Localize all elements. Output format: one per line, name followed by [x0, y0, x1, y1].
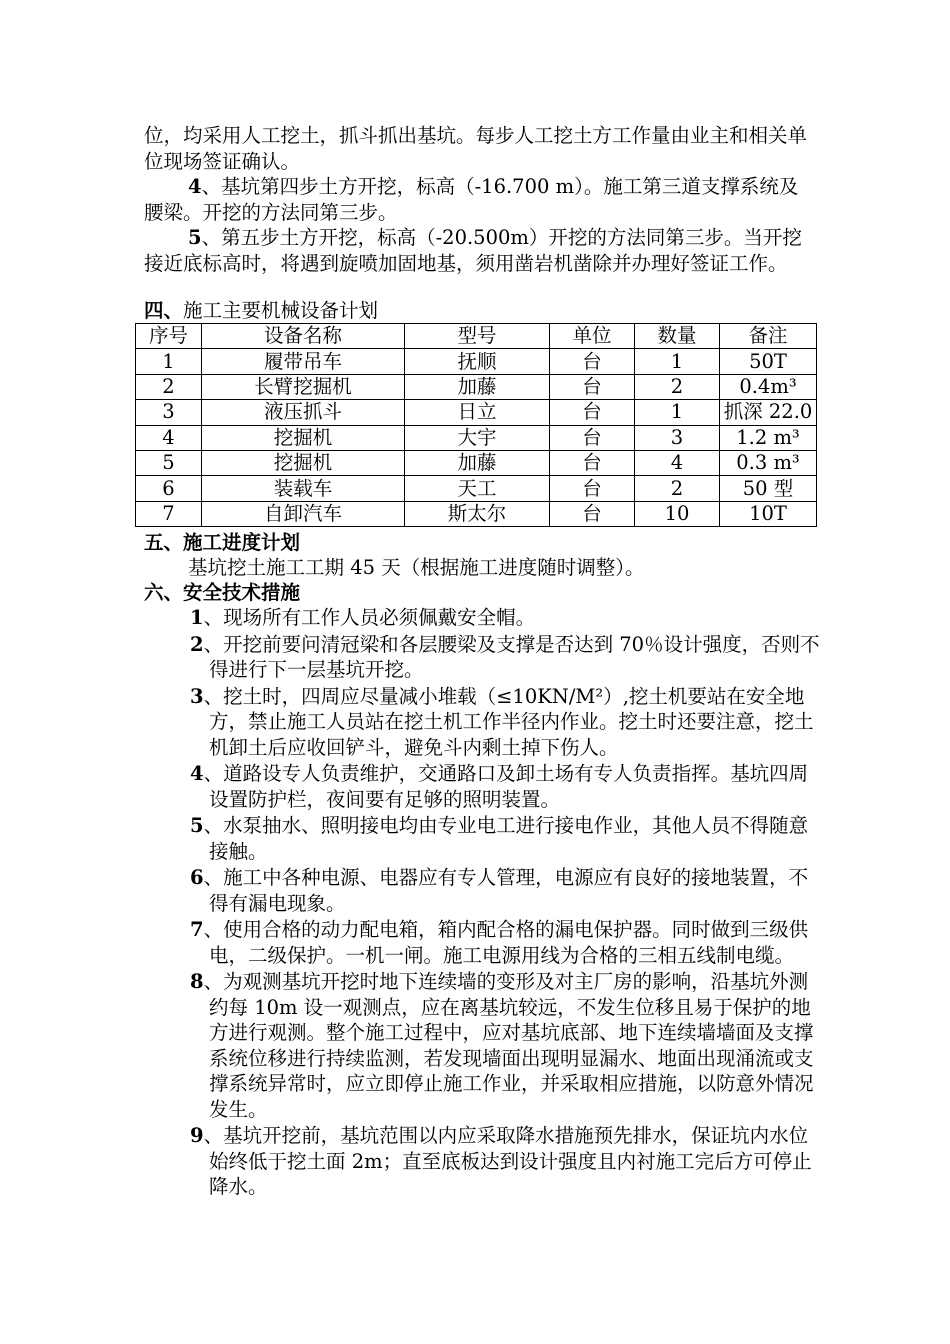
table-cell: 7 — [136, 501, 202, 526]
section5-text: 基坑挖土施工工期 45 天（根据施工进度随时调整）。 — [188, 556, 645, 579]
table-cell: 50 型 — [720, 476, 817, 501]
safety-item-2 — [190, 632, 820, 683]
table-cell: 台 — [550, 374, 635, 399]
table-row — [136, 400, 817, 425]
safety-item-1 — [190, 605, 820, 631]
step5-number: 5 — [188, 226, 202, 249]
table-cell: 长臂挖掘机 — [202, 374, 405, 399]
table-cell: 3 — [136, 400, 202, 425]
table-cell: 液压抓斗 — [202, 400, 405, 425]
section4-number: 四、 — [144, 299, 184, 322]
table-cell: 1.2 m³ — [720, 425, 817, 450]
table-cell: 天工 — [405, 476, 550, 501]
item-number: 8 — [190, 970, 204, 993]
table-cell: 大宇 — [405, 425, 550, 450]
header-cell: 备注 — [720, 324, 817, 349]
step5-text: 、第五步土方开挖，标高（-20.500m）开挖的方法同第三步。当开挖接近底标高时，将遇到旋喷加固地基，须用凿岩机凿除并办理好签证工作。 — [144, 226, 802, 275]
item-number: 2 — [190, 632, 204, 656]
table-cell: 2 — [635, 476, 720, 501]
table-cell: 50T — [720, 349, 817, 374]
table-cell: 1 — [136, 349, 202, 374]
item-number: 1 — [190, 606, 204, 629]
item-text: 、道路设专人负责维护，交通路口及卸土场有专人负责指挥。基坑四周设置防护栏，夜间要有足够的照明装置。 — [203, 762, 809, 811]
table-cell: 自卸汽车 — [202, 501, 405, 526]
item-number: 7 — [190, 918, 204, 941]
table-cell: 台 — [550, 476, 635, 501]
table-row — [136, 349, 817, 374]
table-cell: 台 — [550, 425, 635, 450]
table-cell: 2 — [635, 374, 720, 399]
table-row — [136, 450, 817, 475]
table-cell: 抚顺 — [405, 349, 550, 374]
safety-list — [190, 605, 820, 1200]
item-number: 9 — [190, 1124, 204, 1147]
section5-heading — [144, 530, 300, 556]
table-cell: 台 — [550, 349, 635, 374]
header-cell: 单位 — [550, 324, 635, 349]
item-number: 6 — [190, 866, 204, 889]
header-cell: 型号 — [405, 324, 550, 349]
table-cell: 1 — [635, 349, 720, 374]
equipment-table — [135, 323, 817, 527]
table-row — [136, 425, 817, 450]
table-cell: 挖掘机 — [202, 425, 405, 450]
table-cell: 日立 — [405, 400, 550, 425]
step4-paragraph — [144, 174, 814, 225]
table-cell: 4 — [635, 450, 720, 475]
item-text: 、为观测基坑开挖时地下连续墙的变形及对主厂房的影响，沿基坑外测约每 10m 设一观测点，应在离基坑较远，不发生位移且易于保护的地方进行观测。整个施工过程中，应对基坑底部、地下连续墙墙面及支撑系统位移进行持续监测，若发现墙面出现明显漏水、地面出现涌流或支撑系统异常时，应立即停止施工作业，并采取相应措施，以防意外情况发生。 — [203, 970, 814, 1121]
safety-item-6 — [190, 865, 820, 916]
table-cell: 0.4m³ — [720, 374, 817, 399]
table-cell: 10T — [720, 501, 817, 526]
table-cell: 4 — [136, 425, 202, 450]
table-cell: 装载车 — [202, 476, 405, 501]
safety-item-7 — [190, 917, 820, 968]
table-row — [136, 501, 817, 526]
step5-paragraph — [144, 225, 814, 276]
item-number: 3 — [190, 684, 204, 708]
table-cell: 6 — [136, 476, 202, 501]
section6-number: 六、 — [144, 581, 184, 604]
item-text: 、挖土时，四周应尽量减小堆载（≤10KN/M²）,挖土机要站在安全地方，禁止施工人员站在挖土机工作半径内作业。挖土时还要注意，挖土机卸土后应收回铲斗，避免斗内剩土掉下伤人。 — [203, 684, 814, 759]
table-cell: 抓深 22.0 — [720, 400, 817, 425]
section6-title: 安全技术措施 — [183, 581, 301, 604]
table-cell: 斯太尔 — [405, 501, 550, 526]
section5-body — [188, 555, 858, 581]
item-number: 4 — [190, 762, 204, 785]
table-cell: 5 — [136, 450, 202, 475]
section5-title: 施工进度计划 — [183, 531, 301, 554]
table-row — [136, 476, 817, 501]
item-text: 、开挖前要问清冠梁和各层腰梁及支撑是否达到 70％设计强度，否则不得进行下一层基坑开挖。 — [203, 632, 820, 681]
item-text: 、施工中各种电源、电器应有专人管理，电源应有良好的接地装置，不得有漏电现象。 — [203, 866, 809, 915]
item-text: 、基坑开挖前，基坑范围以内应采取降水措施预先排水，保证坑内水位始终低于挖土面 2m；直至底板达到设计强度且内衬施工完后方可停止降水。 — [203, 1124, 812, 1198]
section4-heading — [144, 298, 378, 324]
safety-item-4 — [190, 761, 820, 812]
step4-number: 4 — [188, 175, 202, 198]
intro-paragraph — [144, 123, 814, 174]
item-text: 、现场所有工作人员必须佩戴安全帽。 — [203, 606, 536, 629]
table-cell: 履带吊车 — [202, 349, 405, 374]
header-cell: 设备名称 — [202, 324, 405, 349]
header-cell: 序号 — [136, 324, 202, 349]
table-cell: 1 — [635, 400, 720, 425]
table-cell: 台 — [550, 501, 635, 526]
safety-item-5 — [190, 813, 820, 864]
step4-text: 、基坑第四步土方开挖，标高（-16.700 m）。施工第三道支撑系统及腰梁。开挖的方法同第三步。 — [144, 175, 799, 224]
table-header-row — [136, 324, 817, 349]
safety-item-8 — [190, 969, 820, 1122]
header-cell: 数量 — [635, 324, 720, 349]
safety-item-3 — [190, 684, 820, 761]
section4-title: 施工主要机械设备计划 — [183, 299, 379, 322]
table-cell: 台 — [550, 400, 635, 425]
table-cell: 2 — [136, 374, 202, 399]
item-text: 、使用合格的动力配电箱，箱内配合格的漏电保护器。同时做到三级供电，二级保护。一机一闸。施工电源用线为合格的三相五线制电缆。 — [203, 918, 809, 967]
table-cell: 3 — [635, 425, 720, 450]
table-cell: 加藤 — [405, 450, 550, 475]
safety-item-9 — [190, 1123, 820, 1200]
intro-text: 位，均采用人工挖土，抓斗抓出基坑。每步人工挖土方工作量由业主和相关单位现场签证确认。 — [144, 124, 808, 173]
table-cell: 加藤 — [405, 374, 550, 399]
item-text: 、水泵抽水、照明接电均由专业电工进行接电作业，其他人员不得随意接触。 — [203, 814, 809, 863]
table-cell: 10 — [635, 501, 720, 526]
table-cell: 0.3 m³ — [720, 450, 817, 475]
table-row — [136, 374, 817, 399]
table-cell: 台 — [550, 450, 635, 475]
section5-number: 五、 — [144, 531, 184, 554]
section6-heading — [144, 580, 300, 606]
table-cell: 挖掘机 — [202, 450, 405, 475]
item-number: 5 — [190, 814, 204, 837]
